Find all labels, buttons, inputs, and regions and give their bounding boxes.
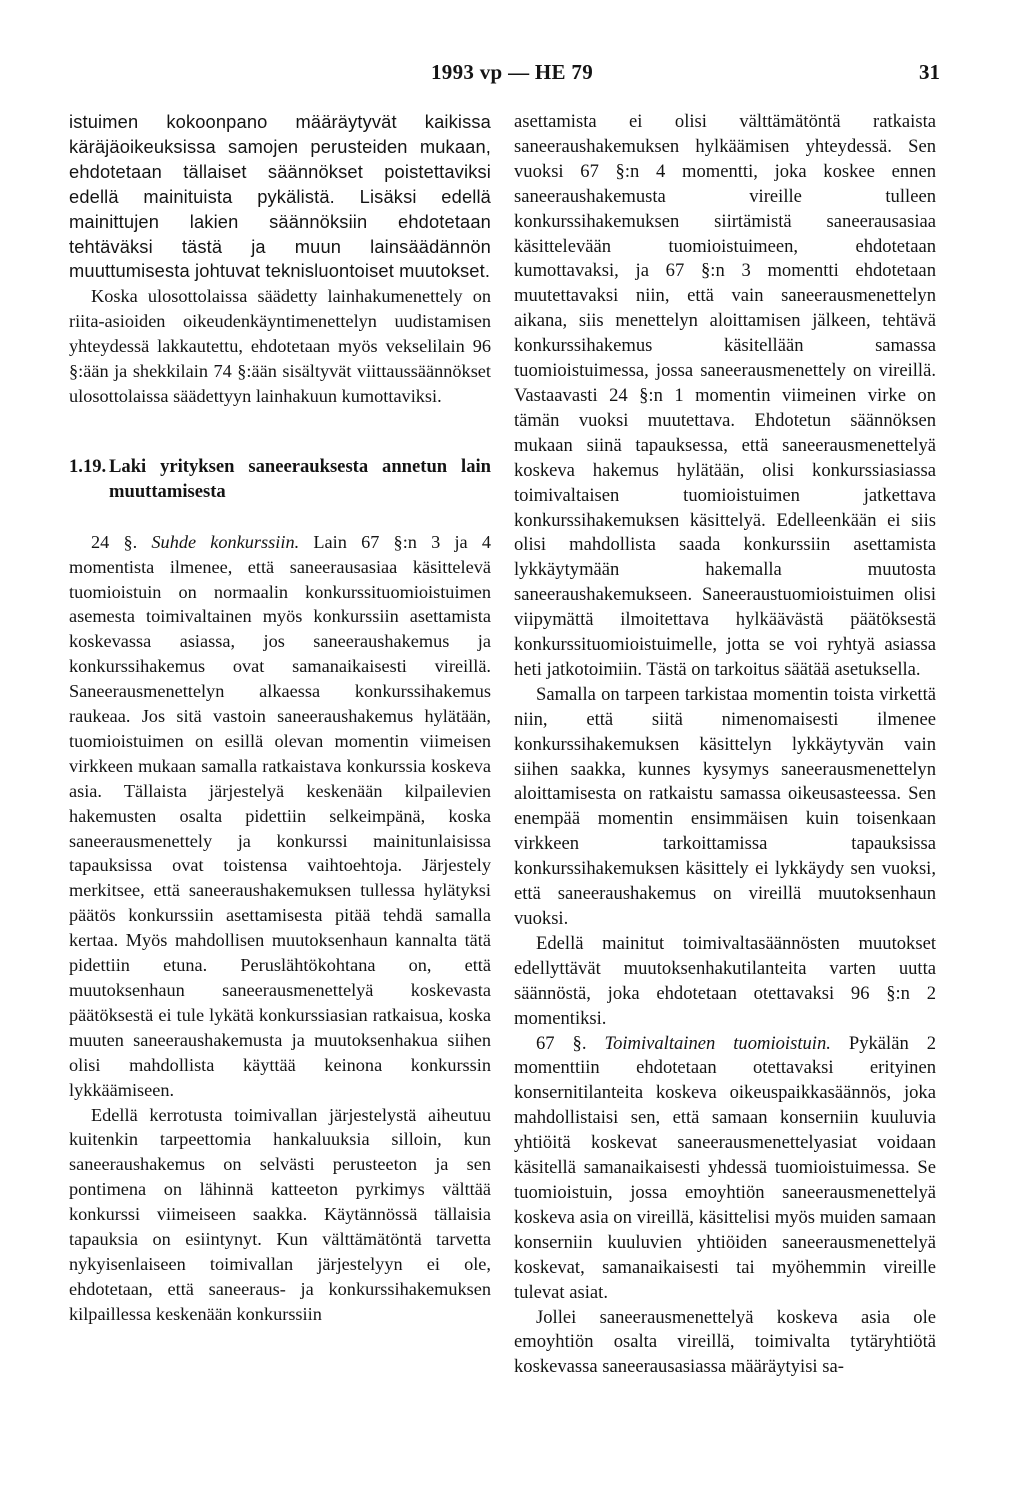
section-title: Laki yrityksen saneerauksesta annetun lain muuttamisesta bbox=[109, 455, 491, 502]
section-number: 1.19. bbox=[69, 455, 107, 477]
paragraph: Jollei saneerausmenettelyä koskeva asia ole emoyhtiön osalta vireillä, toimivalta tytäryhtiötä koskevassa saneerausasiassa määräytyisi sa- bbox=[514, 1306, 936, 1378]
paragraph: istuimen kokoonpano määräytyvät kaikissa käräjäoikeuksissa samojen perusteiden mukaan, ehdotetaan tällaiset säännökset poistettaviksi edellä mainituista pykälistä. Lisäksi edellä mainittujen lakien säännöksiin ehdotetaan tehtäväksi tästä ja muun lainsäädännön muuttumisesta johtuvat teknisluontoiset muutokset. bbox=[69, 111, 491, 282]
paragraph: Koska ulosottolaissa säädetty lainhakumenettely on riita-asioiden oikeudenkäyntimenettelyn uudistamisen yhteydessä lakkautettu, ehdotetaan myös vekselilain 96 §:ään ja shekkilain 74 §:ään sisältyvät viittaussäännökset ulosottolaissa säädettyyn lainhakuun kumottaviksi. bbox=[69, 286, 491, 406]
paragraph-text: Pykälän 2 momenttiin ehdotetaan otettavaksi erityinen konsernitilanteita koskeva oikeuspaikkasäännös, joka mahdollistaisi sen, että samaan konserniin kuuluvia yhtiöitä koskevat saneerausmenettelyasiat voidaan käsitellä samanaikaisesti yhdessä tuomioistuimessa. Se tuomioistuin, jossa emoyhtiön saneerausmenettelyä koskeva asia on vireillä, käsittelisi myös muiden samaan konserniin kuuluvien yhtiöiden saneerausmenettelyä koskevat, samanaikaisesti tai myöhemmin vireille tulevat asiat. bbox=[514, 1032, 937, 1303]
page-number: 31 bbox=[919, 60, 940, 84]
subsection-title: Suhde konkurssiin. bbox=[151, 531, 300, 552]
section-ref: 24 §. bbox=[91, 531, 152, 552]
paragraph-text: Lain 67 §:n 3 ja 4 momentista ilmenee, että saneerausasiaa käsittelevä tuomioistuin on normaalin konkurssituomioistuimen asemesta toimivaltainen myös konkurssiin asettamista koskevassa asiassa, jos saneeraushakemus ja konkurssihakemus ovat samanaikaisesti vireillä. Saneerausmenettelyn alkaessa konkurssihakemus raukeaa. Jos sitä vastoin saneeraushakemus hylätään, tuomioistuimen on esillä olevan momentin viimeisen virkkeen mukaan samalla ratkaistava konkurssia koskeva asia. Tällaista järjestelyä keskenään kilpailevien hakemusten osalta pidettiin selkeimpänä, koska saneerausmenettely ja konkurssi mainitunlaisissa tapauksissa ovat toistensa vaihtoehtoja. Järjestely merkitsee, että saneeraushakemuksen tullessa hylätyksi päätös konkurssiin asettamisesta pitää tehdä samalla kertaa. Myös mahdollisen muutoksenhaun kannalta tätä pidettiin etuna. Peruslähtökohtana on, että muutoksenhaun saneerausmenettelyä koskevasta päätöksestä ei tule lykätä konkurssiasian ratkaisua, koska muuten saneeraushakemusta ja muutoksenhakua siihen olisi mahdollista käyttää keinona konkurssin lykkäämiseen. bbox=[69, 531, 491, 1100]
right-column bbox=[514, 110, 936, 1380]
section-heading bbox=[69, 455, 491, 505]
paragraph: asettamista ei olisi välttämätöntä ratkaista saneeraushakemuksen hylkäämisen yhteydessä. Sen vuoksi 67 §:n 4 momentti, joka koskee ennen saneeraushakemusta vireille tulleen konkurssihakemuksen siirtämistä saneerausasiaa käsittelevään tuomioistuimeen, ehdotetaan kumottavaksi, ja 67 §:n 3 momentti ehdotetaan muutettavaksi niin, että vain saneerausmenettelyn aikana, siis menettelyn aloittamisen jälkeen, tehtävä konkurssihakemus käsitellään samassa tuomioistuimessa, jossa saneerausmenettely on vireillä. Vastaavasti 24 §:n 1 momentin viimeinen virke on tämän vuoksi muutettava. Ehdotetun säännöksen mukaan siinä tapauksessa, että saneerausmenettelyä koskeva hakemus hylätään, olisi konkurssiasiassa toimivaltaisen tuomioistuimen jatkettava konkurssihakemuksen käsittelyä. Edelleenkään ei siis olisi mahdollista saada konkurssiin asettamista lykkäytymään hakemalla muutosta saneeraushakemukseen. Saneeraustuomioistuimen olisi viipymättä ilmoitettava hylkäävästä päätöksestä konkurssituomioistuimelle, jotta se voi ryhtyä asiassa heti jatkotoimiin. Tästä on tarkoitus säätää asetuksella. bbox=[514, 111, 936, 680]
section-ref: 67 §. bbox=[536, 1032, 605, 1054]
paragraph: Edellä mainitut toimivaltasäännösten muutokset edellyttävät muutoksenhakutilanteita varten uutta säännöstä, joka ehdotetaan otettavaksi 96 §:n 2 momentiksi. bbox=[514, 932, 936, 1029]
running-header: 1993 vp — HE 79 bbox=[430, 60, 594, 84]
left-column bbox=[69, 110, 491, 1327]
paragraph: Edellä kerrotusta toimivallan järjestelystä aiheutuu kuitenkin tarpeettomia hankaluuksia silloin, kun saneeraushakemus on selvästi perusteeton ja sen pontimena on lähinnä katteeton pyrkimys välttää konkurssi viimeiseen saakka. Käytännössä tällaisia tapauksia on esiintynyt. Kun välttämätöntä tarvetta nykyisenlaiseen toimivallan järjestelyyn ei ole, ehdotetaan, että saneeraus- ja konkurssihakemuksen kilpaillessa keskenään konkurssiin bbox=[69, 1104, 491, 1324]
paragraph: Samalla on tarpeen tarkistaa momentin toista virkettä niin, että siitä nimenomaisesti ilmenee konkurssihakemuksen käsittelyn lykkäytyvän vain siihen saakka, kunnes kysymys saneerausmenettelyn aloittamisesta on ratkaistu samassa oikeusasteessa. Sen enempää momentin ensimmäisen kuin toisenkaan virkkeen tarkoittamissa tapauksissa konkurssihakemuksen käsittely ei lykkäydy sen vuoksi, että saneeraushakemus on vireillä muutoksenhaun vuoksi. bbox=[514, 683, 936, 929]
paragraph bbox=[514, 1032, 936, 1306]
subsection-title: Toimivaltainen tuomioistuin. bbox=[604, 1032, 831, 1054]
paragraph bbox=[69, 530, 491, 1103]
